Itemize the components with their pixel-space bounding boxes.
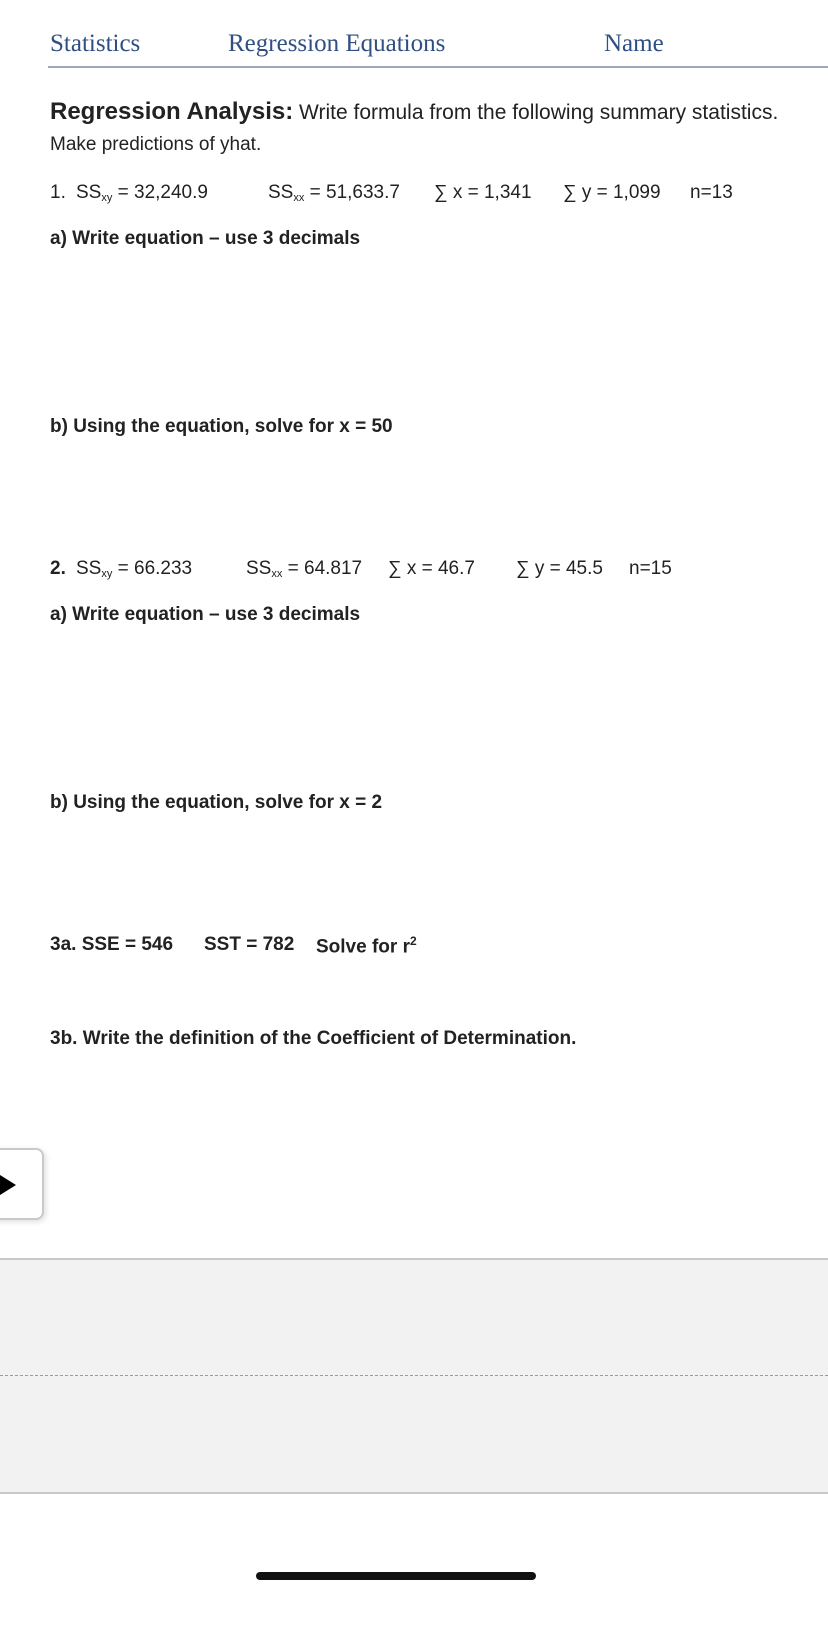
p3a-solve: Solve for $r^2$	[316, 934, 417, 958]
intro-heading: Regression Analysis:	[50, 98, 294, 125]
p1-sum-y: ∑ y = 1,099	[563, 182, 661, 203]
side-tool-button[interactable]	[0, 1148, 44, 1220]
bottom-panel	[0, 1258, 828, 1494]
course-title: Statistics	[50, 30, 141, 57]
worksheet-topic: Regression Equations	[228, 30, 446, 57]
home-indicator[interactable]	[256, 1572, 536, 1580]
p1-ssxy: $SS_{xy} = 32,240.9$	[76, 182, 208, 204]
intro-instruction: Write formula from the following summary statistics.	[299, 101, 779, 124]
p2-ssxx: $SS_{xx} = 64.817$	[246, 558, 363, 580]
p3a-sse: 3a. SSE = 546	[50, 934, 174, 955]
p1-sum-x: ∑ x = 1,341	[434, 182, 532, 203]
p2-sum-x: ∑ x = 46.7	[388, 558, 475, 579]
p1-ssxx: $SS_{xx} = 51,633.7$	[268, 182, 400, 204]
p1-number: 1.	[50, 182, 66, 203]
p1-n: n=13	[690, 182, 733, 203]
p1-part-b: b) Using the equation, solve for x = 50	[50, 416, 393, 437]
p2-ssxy: $SS_{xy} = 66.233$	[76, 558, 193, 580]
p2-part-a: a) Write equation – use 3 decimals	[50, 604, 361, 625]
name-label: Name	[604, 30, 664, 57]
play-arrow-icon	[0, 1175, 16, 1195]
p2-sum-y: ∑ y = 45.5	[516, 558, 603, 579]
p1-part-a: a) Write equation – use 3 decimals	[50, 228, 361, 249]
p3a-sst: SST = 782	[204, 934, 295, 955]
p3b-definition: 3b. Write the definition of the Coefficient of Determination.	[50, 1028, 577, 1049]
p2-number: 2.	[50, 558, 66, 579]
dashed-divider	[0, 1375, 828, 1376]
intro-line-2: Make predictions of yhat.	[50, 134, 262, 155]
intro-line	[50, 98, 778, 126]
p2-part-b: b) Using the equation, solve for x = 2	[50, 792, 383, 813]
header-rule	[48, 66, 828, 68]
p2-n: n=15	[629, 558, 672, 579]
